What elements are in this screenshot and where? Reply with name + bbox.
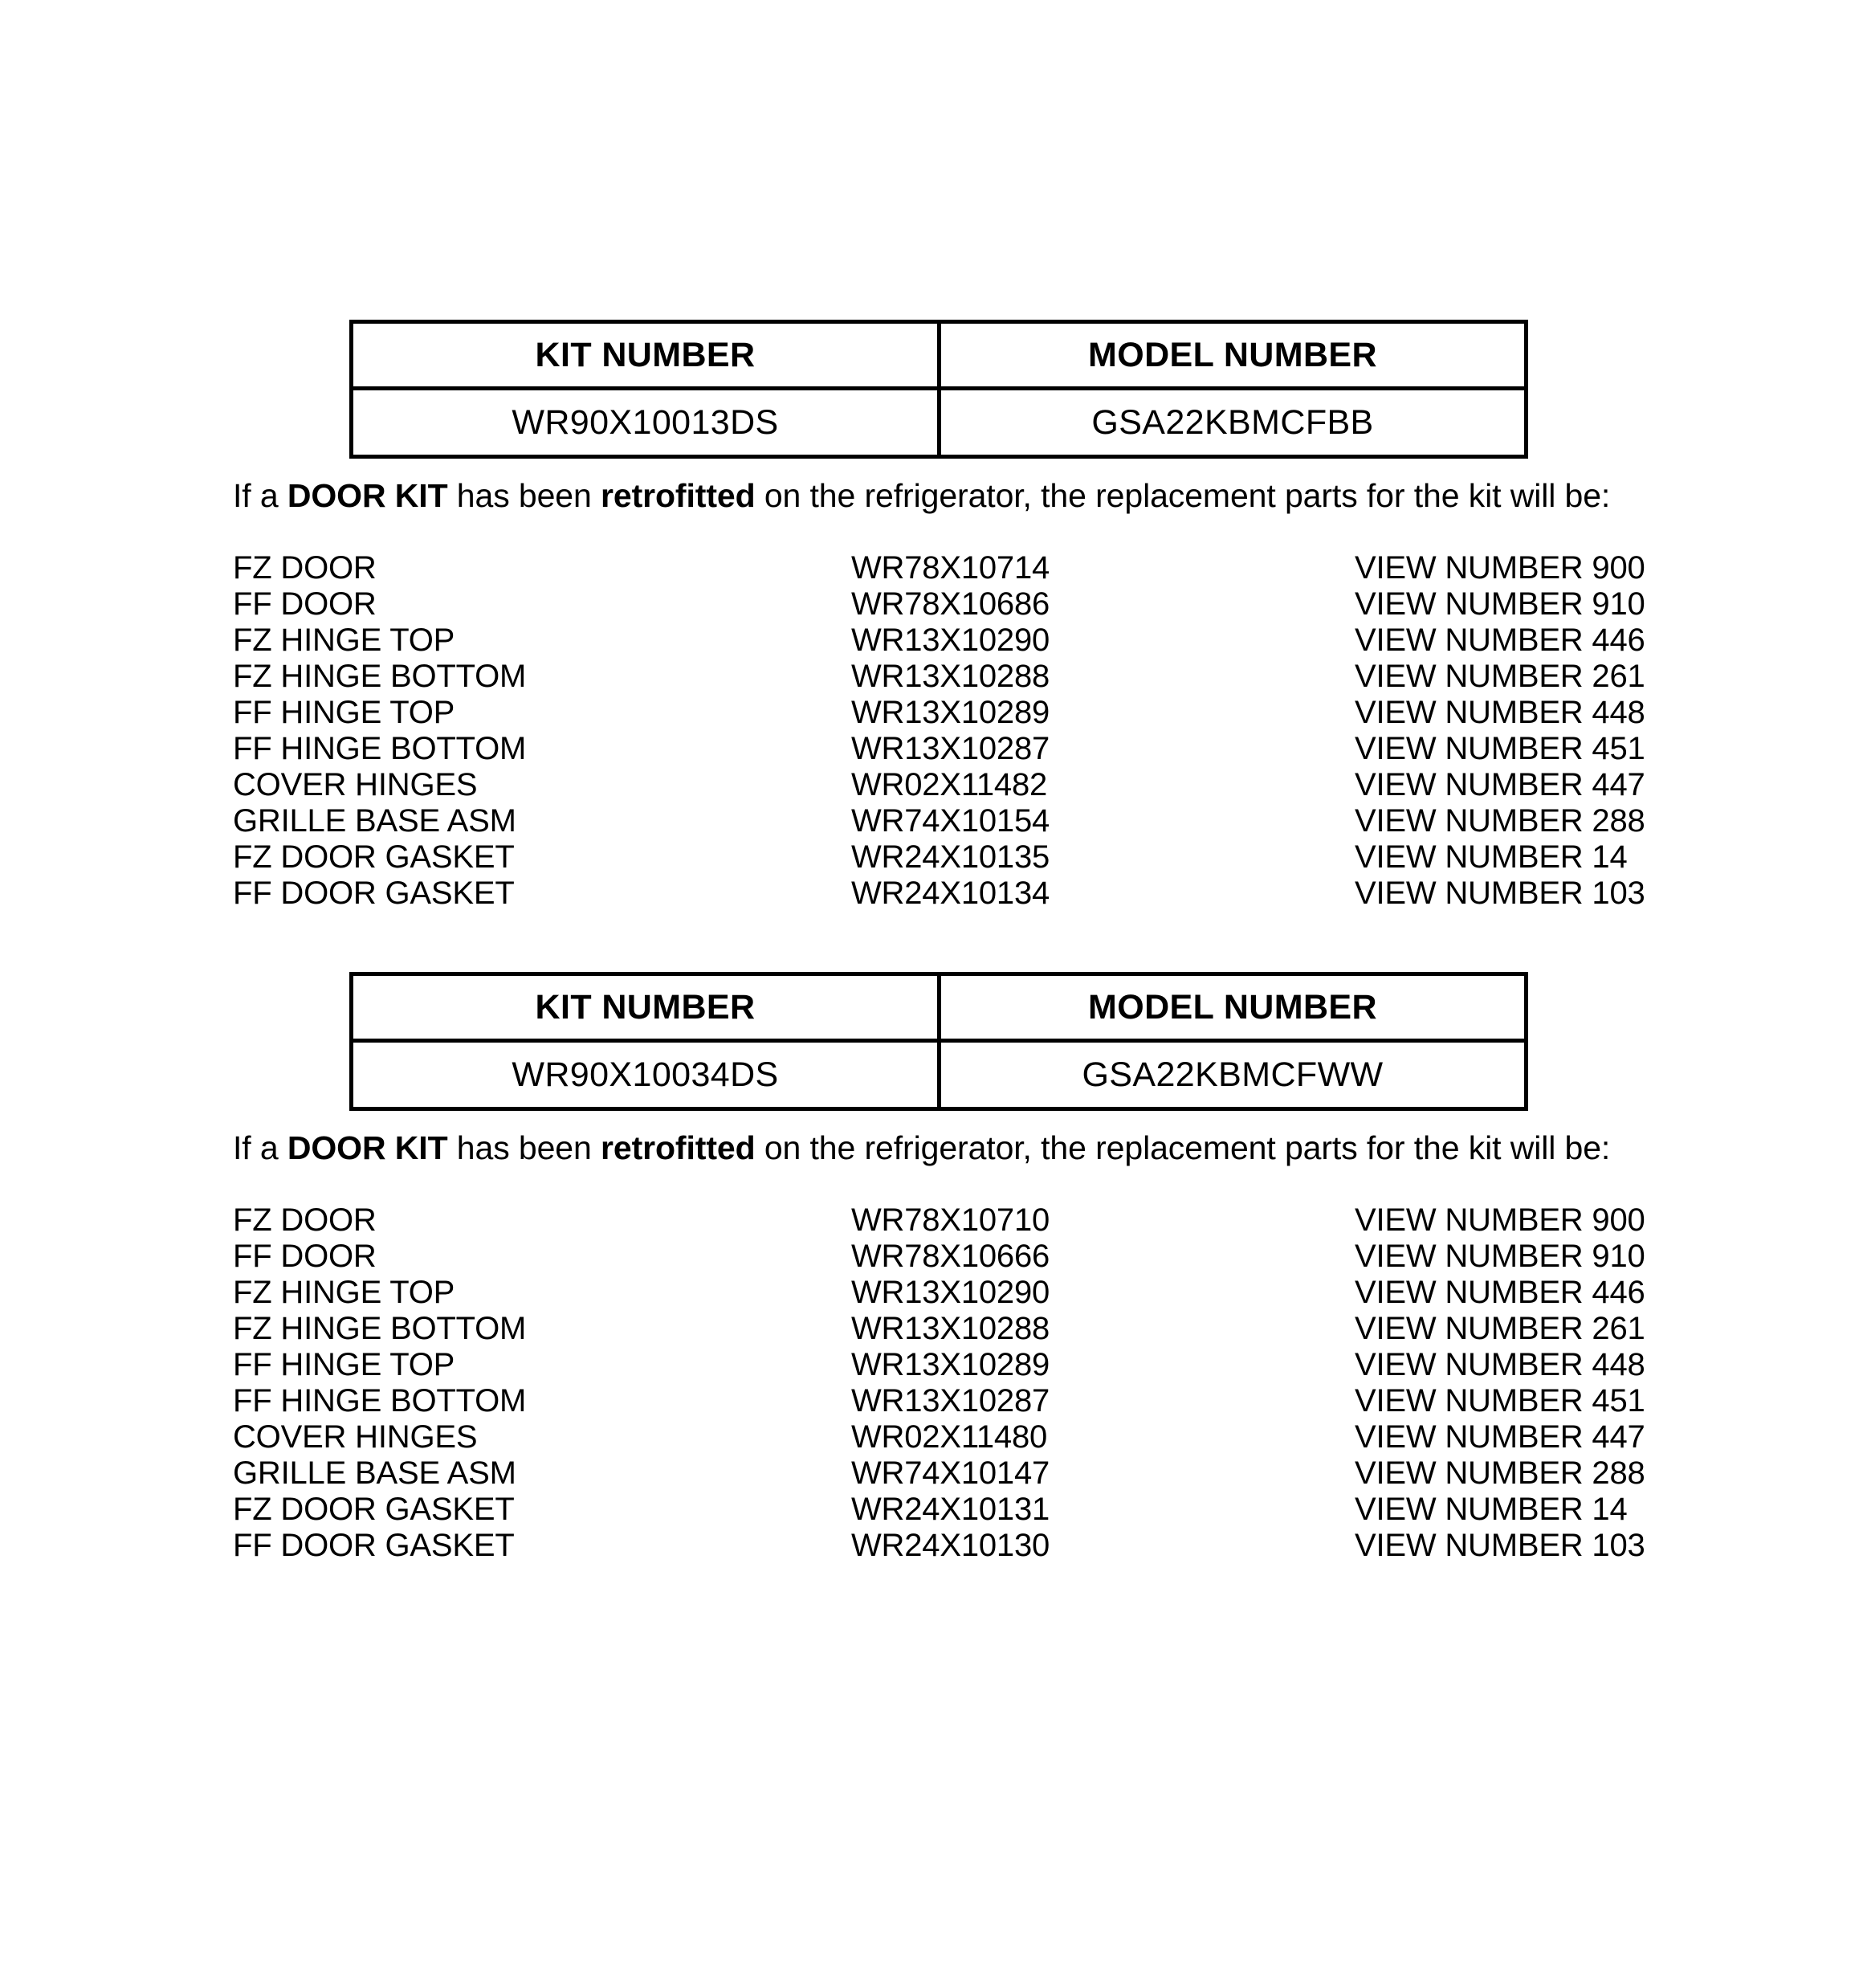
part-number: WR74X10154 (851, 803, 1050, 839)
intro-text-part-1: If a (233, 1129, 287, 1166)
parts-list-2 (0, 1202, 1863, 1564)
intro-text-part-3: on the refrigerator, the replacement parts for the kit will be: (755, 1129, 1611, 1166)
part-view-number: VIEW NUMBER 447 (1355, 767, 1645, 802)
part-description: FF DOOR GASKET (233, 1528, 515, 1563)
intro-text-part-2: has been (447, 477, 601, 514)
part-number: WR13X10287 (851, 731, 1050, 766)
kit-model-table-1 (349, 320, 1528, 459)
part-row (0, 803, 1863, 839)
part-description: FF DOOR GASKET (233, 876, 515, 911)
part-number: WR02X11480 (851, 1419, 1048, 1455)
kit-section-1 (0, 320, 1863, 912)
part-row (0, 1419, 1863, 1455)
intro-bold-retrofitted: retrofitted (601, 1129, 756, 1166)
part-description: FF HINGE TOP (233, 1347, 455, 1382)
part-description: GRILLE BASE ASM (233, 1455, 516, 1491)
part-row (0, 1528, 1863, 1564)
part-number: WR24X10131 (851, 1492, 1050, 1527)
part-view-number: VIEW NUMBER 103 (1355, 1528, 1645, 1563)
intro-bold-door-kit: DOOR KIT (287, 1129, 448, 1166)
part-number: WR13X10289 (851, 1347, 1050, 1382)
part-description: FZ DOOR GASKET (233, 1492, 515, 1527)
part-number: WR13X10288 (851, 1311, 1050, 1346)
part-description: FF HINGE BOTTOM (233, 731, 527, 766)
part-row (0, 1202, 1863, 1239)
part-row (0, 1275, 1863, 1311)
model-number-header: MODEL NUMBER (940, 322, 1527, 389)
part-description: FF DOOR (233, 586, 377, 622)
model-number-value: GSA22KBMCFWW (940, 1041, 1527, 1109)
kit-number-value: WR90X10034DS (352, 1041, 940, 1109)
part-row (0, 1455, 1863, 1492)
part-view-number: VIEW NUMBER 451 (1355, 731, 1645, 766)
part-number: WR02X11482 (851, 767, 1048, 802)
part-description: FF HINGE BOTTOM (233, 1383, 527, 1419)
part-number: WR13X10290 (851, 1275, 1050, 1310)
part-description: FZ DOOR (233, 550, 377, 586)
part-number: WR13X10288 (851, 659, 1050, 694)
part-number: WR78X10666 (851, 1239, 1050, 1274)
part-row (0, 1383, 1863, 1419)
part-number: WR24X10130 (851, 1528, 1050, 1563)
part-view-number: VIEW NUMBER 447 (1355, 1419, 1645, 1455)
intro-bold-door-kit: DOOR KIT (287, 477, 448, 514)
part-description: COVER HINGES (233, 767, 478, 802)
part-number: WR78X10686 (851, 586, 1050, 622)
intro-text-part-3: on the refrigerator, the replacement parts for the kit will be: (755, 477, 1611, 514)
part-description: FZ DOOR (233, 1202, 377, 1238)
part-row (0, 731, 1863, 767)
retrofit-instruction-1 (233, 475, 1863, 516)
part-number: WR13X10290 (851, 623, 1050, 658)
part-row (0, 767, 1863, 803)
part-description: FZ HINGE TOP (233, 623, 455, 658)
part-number: WR24X10134 (851, 876, 1050, 911)
part-view-number: VIEW NUMBER 451 (1355, 1383, 1645, 1419)
part-description: COVER HINGES (233, 1419, 478, 1455)
part-description: GRILLE BASE ASM (233, 803, 516, 839)
intro-text-part-1: If a (233, 477, 287, 514)
part-description: FZ HINGE BOTTOM (233, 1311, 527, 1346)
part-row (0, 695, 1863, 731)
part-row (0, 586, 1863, 623)
part-description: FZ DOOR GASKET (233, 839, 515, 875)
kit-section-2 (0, 972, 1863, 1564)
part-row (0, 1492, 1863, 1528)
part-view-number: VIEW NUMBER 261 (1355, 1311, 1645, 1346)
part-row (0, 1311, 1863, 1347)
part-number: WR13X10289 (851, 695, 1050, 730)
intro-bold-retrofitted: retrofitted (601, 477, 756, 514)
part-view-number: VIEW NUMBER 261 (1355, 659, 1645, 694)
part-number: WR13X10287 (851, 1383, 1050, 1419)
part-row (0, 623, 1863, 659)
part-row (0, 659, 1863, 695)
part-view-number: VIEW NUMBER 103 (1355, 876, 1645, 911)
kit-number-header: KIT NUMBER (352, 974, 940, 1041)
table-row (352, 1041, 1527, 1109)
intro-text-part-2: has been (447, 1129, 601, 1166)
part-view-number: VIEW NUMBER 288 (1355, 803, 1645, 839)
part-view-number: VIEW NUMBER 288 (1355, 1455, 1645, 1491)
part-number: WR24X10135 (851, 839, 1050, 875)
part-view-number: VIEW NUMBER 900 (1355, 1202, 1645, 1238)
part-view-number: VIEW NUMBER 14 (1355, 1492, 1628, 1527)
part-row (0, 839, 1863, 876)
part-number: WR74X10147 (851, 1455, 1050, 1491)
parts-list-1 (0, 550, 1863, 912)
part-view-number: VIEW NUMBER 910 (1355, 1239, 1645, 1274)
part-row (0, 550, 1863, 586)
kit-model-table-2 (349, 972, 1528, 1111)
part-view-number: VIEW NUMBER 900 (1355, 550, 1645, 586)
part-description: FF HINGE TOP (233, 695, 455, 730)
part-description: FF DOOR (233, 1239, 377, 1274)
part-row (0, 876, 1863, 912)
part-number: WR78X10714 (851, 550, 1050, 586)
table-header-row (352, 974, 1527, 1041)
part-view-number: VIEW NUMBER 446 (1355, 1275, 1645, 1310)
part-view-number: VIEW NUMBER 448 (1355, 695, 1645, 730)
model-number-header: MODEL NUMBER (940, 974, 1527, 1041)
model-number-value: GSA22KBMCFBB (940, 389, 1527, 457)
part-view-number: VIEW NUMBER 446 (1355, 623, 1645, 658)
retrofit-instruction-2 (233, 1127, 1863, 1169)
part-view-number: VIEW NUMBER 14 (1355, 839, 1628, 875)
part-view-number: VIEW NUMBER 910 (1355, 586, 1645, 622)
part-row (0, 1239, 1863, 1275)
part-description: FZ HINGE BOTTOM (233, 659, 527, 694)
part-view-number: VIEW NUMBER 448 (1355, 1347, 1645, 1382)
kit-number-header: KIT NUMBER (352, 322, 940, 389)
table-row (352, 389, 1527, 457)
part-row (0, 1347, 1863, 1383)
part-number: WR78X10710 (851, 1202, 1050, 1238)
part-description: FZ HINGE TOP (233, 1275, 455, 1310)
kit-number-value: WR90X10013DS (352, 389, 940, 457)
table-header-row (352, 322, 1527, 389)
